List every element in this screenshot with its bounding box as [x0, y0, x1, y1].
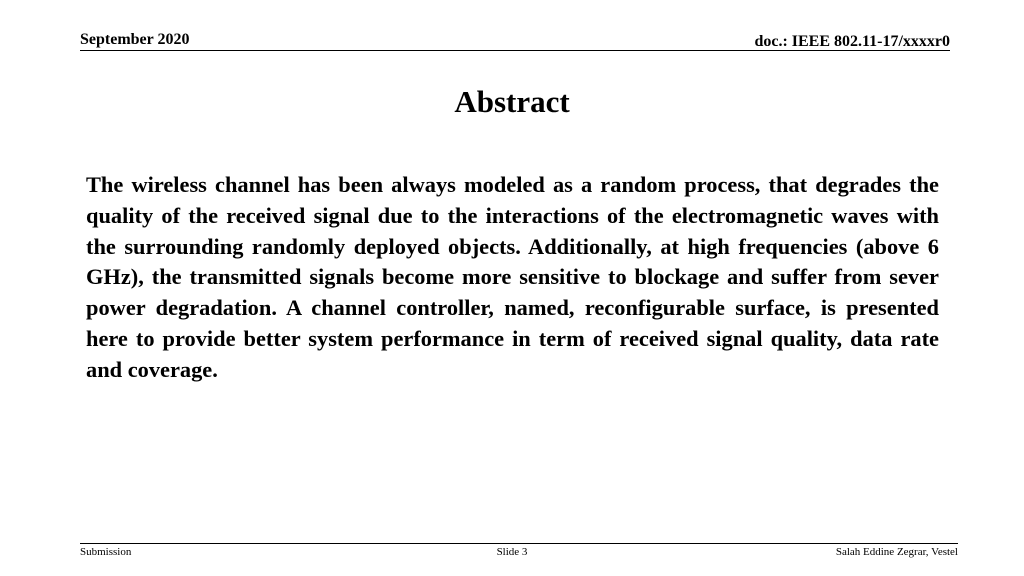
header-date: September 2020 [80, 31, 190, 48]
footer-author: Salah Eddine Zegrar, Vestel [835, 546, 958, 558]
slide-title: Abstract [454, 84, 570, 119]
footer-divider [80, 543, 958, 544]
abstract-paragraph: The wireless channel has been always modeled as a random process, that degrades the quality of the received signal due to the interactions of the electromagnetic waves with the surrounding randomly deployed objects. Additionally, at high frequencies (above 6 GHz), the transmitted signals become more sensitive to blockage and suffer from sever power degradation. A channel controller, named, reconfigurable surface, is presented here to provide better system performance in term of received signal quality, data rate and coverage. [86, 172, 939, 382]
footer-slide-number: Slide 3 [496, 546, 528, 558]
footer-submission: Submission [80, 546, 132, 558]
header-doc-id: doc.: IEEE 802.11-17/xxxxr0 [754, 33, 950, 50]
header-divider [80, 50, 950, 51]
